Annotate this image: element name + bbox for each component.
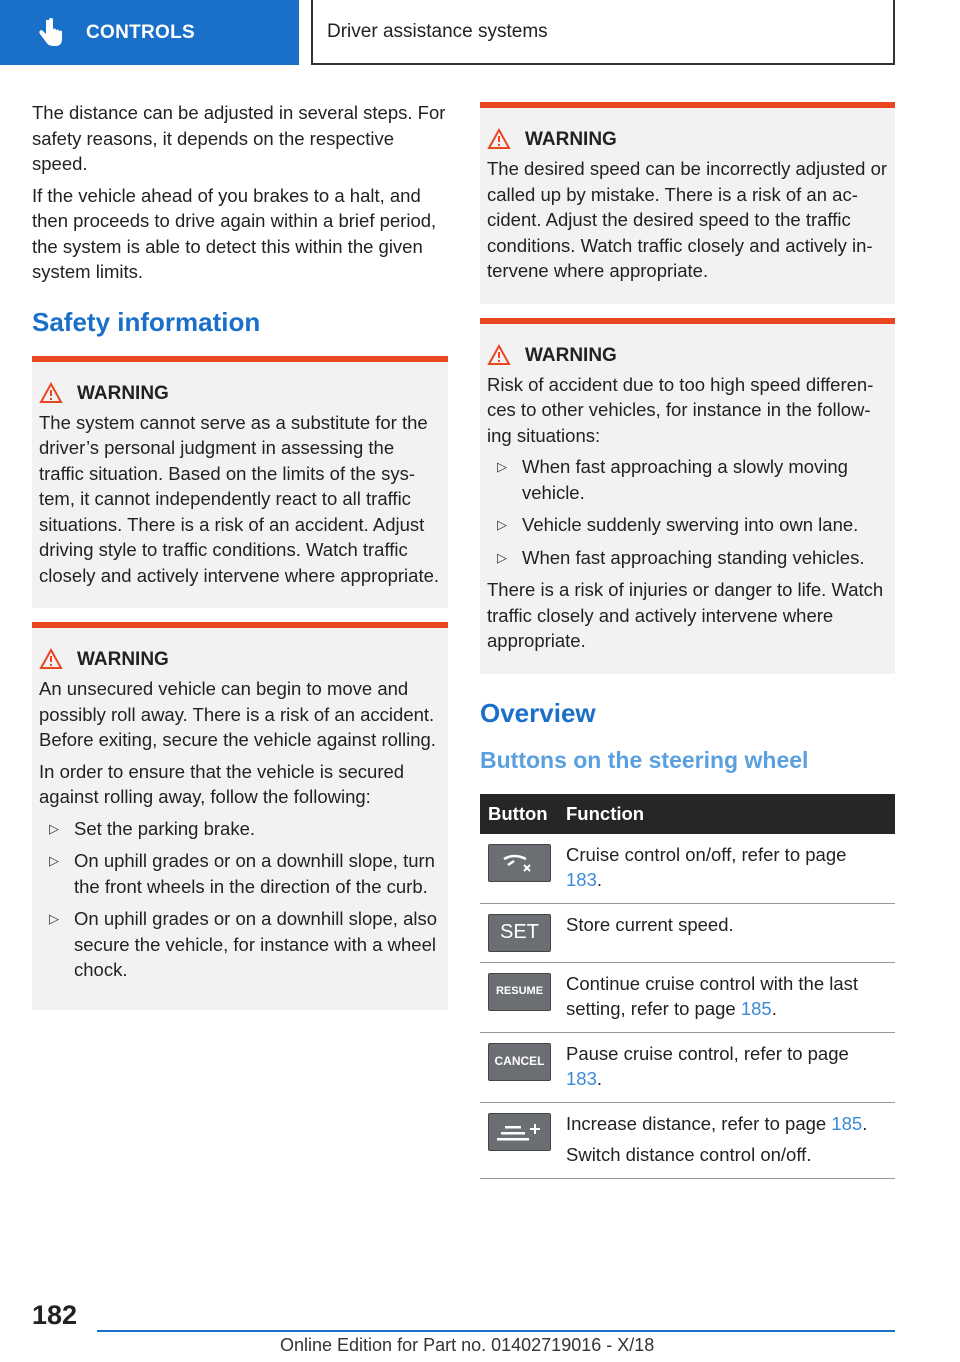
section-tab[interactable] xyxy=(0,0,299,65)
warning-box-4 xyxy=(480,318,895,674)
list-item: ▷ When fast approaching standing vehicles. xyxy=(487,545,888,571)
warning-text-2: There is a risk of injuries or danger to life. Watch traffic closely and actively intervene where appropriate. xyxy=(487,579,884,651)
distance-icon xyxy=(488,1113,551,1151)
bullet-triangle-icon: ▷ xyxy=(497,549,507,565)
function-cell: Cruise control on/off, refer to page 183. xyxy=(558,834,895,904)
warning-triangle-icon xyxy=(39,648,65,672)
list-item: ▷ On uphill grades or on a downhill slope, turn the front wheels in the direction of the curb. xyxy=(39,848,441,899)
page-link[interactable]: 185 xyxy=(740,998,772,1019)
warning-label: WARNING xyxy=(525,344,617,366)
warning-label: WARNING xyxy=(525,129,617,150)
warning-text-2: In order to ensure that the vehicle is secured against rolling away, follow the following: xyxy=(39,760,405,807)
list-item: ▷ Vehicle suddenly swerving into own lane. xyxy=(487,512,888,538)
right-column xyxy=(480,102,895,1179)
function-extra: Switch distance control on/off. xyxy=(566,1144,812,1165)
function-cell: Pause cruise control, refer to page 183. xyxy=(558,1032,895,1102)
warning-label: WARNING xyxy=(77,649,169,670)
bullet-triangle-icon: ▷ xyxy=(49,911,59,926)
cruise-control-icon xyxy=(488,844,551,882)
column-header-button: Button xyxy=(480,794,558,834)
chapter-header xyxy=(311,0,895,65)
buttons-table xyxy=(480,794,895,1179)
table-header-row xyxy=(480,794,895,834)
warning-triangle-icon xyxy=(487,344,513,368)
warning-triangle-icon xyxy=(487,128,513,152)
list-item: ▷ On uphill grades or on a downhill slope, also secure the vehicle, for instance with a wheel chock. xyxy=(39,906,441,983)
intro-paragraph-1: The distance can be adjusted in several steps. For safety reasons, it depends on the respective speed. xyxy=(32,102,446,174)
list-item: ▷ Set the parking brake. xyxy=(39,816,441,842)
warning-text: The system cannot serve as a substitute for the driver’s personal judgment in assessing the traffic situation. Based on the limits of the system, it cannot independently react to all traffic situations. There is a risk of an accident. Adjust driving style to traffic conditions. Watch traffic closely and actively intervene where appropriate. xyxy=(39,411,440,586)
bullet-triangle-icon: ▷ xyxy=(497,459,507,474)
left-column xyxy=(32,100,448,1023)
page-link[interactable]: 183 xyxy=(566,1068,597,1089)
page-link[interactable]: 185 xyxy=(831,1112,863,1134)
page-link[interactable]: 183 xyxy=(566,869,597,890)
table-row xyxy=(480,1102,895,1178)
intro-paragraph-2: If the vehicle ahead of you brakes to a halt, and then proceeds to drive again within a brief period, the system is able to detect this within the given system limits. xyxy=(32,184,437,282)
bullet-list xyxy=(39,816,441,983)
subsection-title: Buttons on the steering wheel xyxy=(480,746,809,773)
function-cell: Increase distance, refer to page 185. Switch distance control on/off. xyxy=(558,1102,895,1178)
table-row xyxy=(480,1032,895,1102)
bullet-list xyxy=(487,454,888,570)
function-cell: Store current speed. xyxy=(558,903,895,962)
section-title: Safety information xyxy=(32,306,261,337)
bullet-triangle-icon: ▷ xyxy=(49,853,59,868)
warning-text: The desired speed can be incorrectly adjusted or called up by mistake. There is a risk of an accident. Adjust the desired speed to the traffic conditions. Watch traffic closely and actively intervene where appropriate. xyxy=(487,158,888,281)
set-icon: SET xyxy=(488,914,551,952)
warning-text: An unsecured vehicle can begin to move and possibly roll away. There is a risk of an accident. Before exiting, secure the vehicle against rolling. xyxy=(39,678,436,750)
column-header-function: Function xyxy=(558,794,895,834)
chapter-title: Driver assistance systems xyxy=(327,20,548,42)
list-item: ▷ When fast approaching a slowly moving vehicle. xyxy=(487,454,888,505)
warning-box-3 xyxy=(480,102,895,304)
table-row xyxy=(480,834,895,904)
function-cell: Continue cruise control with the last setting, refer to page 185. xyxy=(558,962,895,1032)
warning-label: WARNING xyxy=(77,382,169,404)
page-number: 182 xyxy=(32,1300,78,1330)
hand-pointer-icon xyxy=(30,13,70,53)
warning-triangle-icon xyxy=(39,382,65,406)
bullet-triangle-icon: ▷ xyxy=(497,517,507,532)
table-row xyxy=(480,903,895,962)
section-label: CONTROLS xyxy=(86,21,196,43)
footer-divider xyxy=(97,1330,895,1332)
warning-box-1 xyxy=(32,356,448,609)
resume-icon: RESUME xyxy=(488,973,551,1011)
overview-title: Overview xyxy=(480,697,596,728)
table-row xyxy=(480,962,895,1032)
cancel-icon: CANCEL xyxy=(488,1043,551,1081)
bullet-triangle-icon: ▷ xyxy=(49,820,59,836)
warning-box-2 xyxy=(32,622,448,1010)
edition-text: Online Edition for Part no. 01402719016 - X/18 xyxy=(280,1335,655,1355)
warning-text: Risk of accident due to too high speed differences to other vehicles, for instance in the following situations: xyxy=(487,373,874,446)
